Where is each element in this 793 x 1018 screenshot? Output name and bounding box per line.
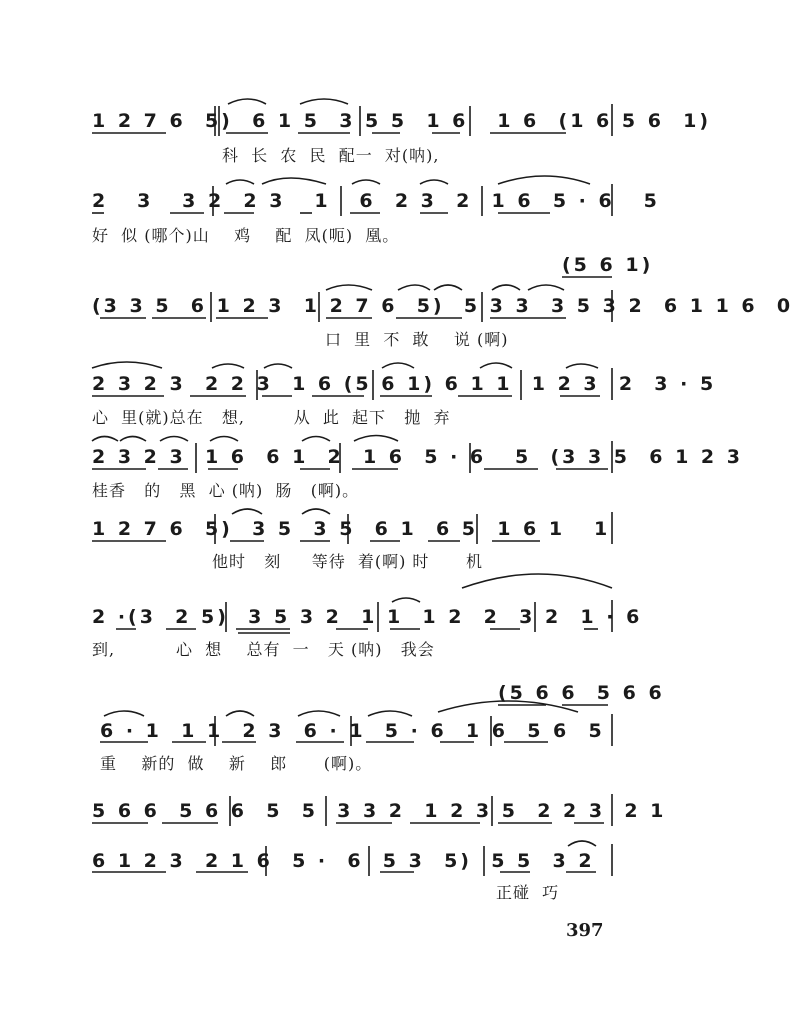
notation-line-6: 1 2 7 6 5) 3 5 3 5 6 1 6 5 1 6 1 1 xyxy=(92,518,611,540)
notation-line-7: 2 ·(3 2 5) 3 5 3 2 1 1 1 2 2 3 2 1 · 6 xyxy=(92,606,643,628)
lyrics-line-4: 心 里(就)总在 想, 从 此 起下 抛 弃 xyxy=(92,408,451,427)
notation-line-5: 2 3 2 3 1 6 6 1 2 1 6 5 · 6 5 (3 3 5 6 1 2 3 xyxy=(92,446,743,468)
notation-pickup-1: (5 6 1) xyxy=(562,254,654,276)
notation-line-3: (3 3 5 6 1 2 3 1 2 7 6 5) 5 3 3 3 5 3 2 6 1 1 6 0 xyxy=(92,295,793,317)
notation-line-10: 6 1 2 3 2 1 6 5 · 6 5 3 5) 5 5 3 2 xyxy=(92,850,595,872)
notation-line-4: 2 3 2 3 2 2 3 1 6 (5 6 1) 6 1 1 1 2 3 2 3 · 5 xyxy=(92,373,717,395)
lyrics-line-10: 正碰 巧 xyxy=(496,883,560,902)
lyrics-line-8: 重 新的 做 新 郎 (啊)。 xyxy=(100,754,373,773)
lyrics-line-3: 口 里 不 敢 说 (啊) xyxy=(325,330,509,349)
notation-line-9: 5 6 6 5 6 6 5 5 3 3 2 1 2 3 5 2 2 3 2 1 xyxy=(92,800,667,822)
page-number: 397 xyxy=(566,920,604,941)
lyrics-line-6: 他时 刻 等待 着(啊) 时 机 xyxy=(212,552,483,571)
notation-line-8: 6 · 1 1 1 2 3 6 · 1 5 · 6 1 6 5 6 5 xyxy=(100,720,605,742)
notation-pickup-2: (5 6 6 5 6 6 xyxy=(498,682,665,704)
lyrics-line-5: 桂香 的 黑 心 (呐) 肠 (啊)。 xyxy=(92,481,360,500)
notation-line-1: 1 2 7 6 5) 6 1 5 3 5 5 1 6 1 6 (1 6 5 6 1) xyxy=(92,110,712,132)
lyrics-line-1: 科 长 农 民 配一 对(呐), xyxy=(222,146,440,165)
lyrics-line-2: 好 似 (哪个)山 鸡 配 凤(呃) 凰。 xyxy=(92,226,400,245)
lyrics-line-7: 到, 心 想 总有 一 天 (呐) 我会 xyxy=(92,640,435,659)
notation-line-2: 2 3 3 2 2 3 1 6 2 3 2 1 6 5 · 6 5 xyxy=(92,190,660,212)
